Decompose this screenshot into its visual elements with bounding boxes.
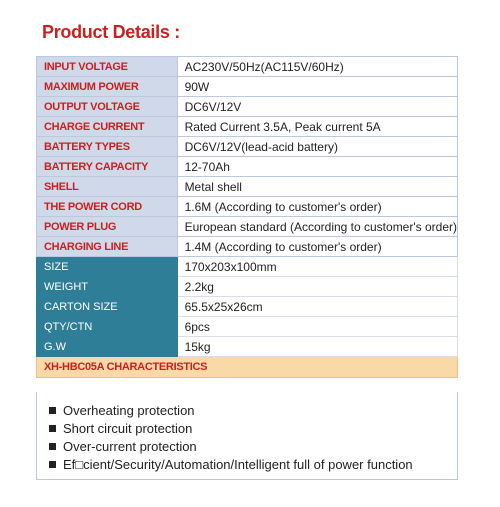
feature-list xyxy=(49,402,413,474)
square-bullet-icon xyxy=(49,407,56,414)
spec-label: THE POWER CORD xyxy=(37,197,178,217)
spec-value: 1.6M (According to customer's order) xyxy=(177,197,457,217)
spec-value: European standard (According to customer's order) xyxy=(177,217,457,237)
feature-text: Overheating protection xyxy=(63,403,195,418)
characteristics-title: XH-HBC05A CHARACTERISTICS xyxy=(37,357,458,378)
spec-row-battery-capacity xyxy=(37,157,458,177)
spec-row-charge-current xyxy=(37,117,458,137)
spec-value: 90W xyxy=(177,77,457,97)
spec-label: INPUT VOLTAGE xyxy=(37,57,178,77)
feature-text: Over-current protection xyxy=(63,439,197,454)
packing-row-qty-ctn xyxy=(37,317,458,337)
packing-label: QTY/CTN xyxy=(37,317,178,337)
list-item xyxy=(49,456,413,474)
spec-row-input-voltage xyxy=(37,57,458,77)
spec-label: CHARGING LINE xyxy=(37,237,178,257)
spec-value: 12-70Ah xyxy=(177,157,457,177)
spec-row-output-voltage xyxy=(37,97,458,117)
spec-value: Rated Current 3.5A, Peak current 5A xyxy=(177,117,457,137)
spec-value: AC230V/50Hz(AC115V/60Hz) xyxy=(177,57,457,77)
feature-text: Ef□cient/Security/Automation/Intelligent full of power function xyxy=(63,457,413,472)
spec-row-power-plug xyxy=(37,217,458,237)
spec-table xyxy=(36,56,458,378)
packing-label: SIZE xyxy=(37,257,178,277)
spec-row-power-cord xyxy=(37,197,458,217)
packing-row-carton-size xyxy=(37,297,458,317)
packing-row-weight xyxy=(37,277,458,297)
spec-label: CHARGE CURRENT xyxy=(37,117,178,137)
packing-value: 6pcs xyxy=(177,317,457,337)
square-bullet-icon xyxy=(49,461,56,468)
spec-row-battery-types xyxy=(37,137,458,157)
packing-value: 15kg xyxy=(177,337,457,357)
packing-row-size xyxy=(37,257,458,277)
packing-label: CARTON SIZE xyxy=(37,297,178,317)
spec-row-charging-line xyxy=(37,237,458,257)
spec-value: 1.4M (According to customer's order) xyxy=(177,237,457,257)
spec-value: Metal shell xyxy=(177,177,457,197)
spec-label: MAXIMUM POWER xyxy=(37,77,178,97)
packing-label: G.W xyxy=(37,337,178,357)
packing-value: 2.2kg xyxy=(177,277,457,297)
list-item xyxy=(49,420,413,438)
spec-row-shell xyxy=(37,177,458,197)
page-title: Product Details : xyxy=(42,22,180,42)
packing-value: 170x203x100mm xyxy=(177,257,457,277)
spec-value: DC6V/12V(lead-acid battery) xyxy=(177,137,457,157)
spec-label: OUTPUT VOLTAGE xyxy=(37,97,178,117)
spec-label: BATTERY CAPACITY xyxy=(37,157,178,177)
spec-label: SHELL xyxy=(37,177,178,197)
spec-label: BATTERY TYPES xyxy=(37,137,178,157)
packing-value: 65.5x25x26cm xyxy=(177,297,457,317)
feature-text: Short circuit protection xyxy=(63,421,193,436)
packing-row-gw xyxy=(37,337,458,357)
characteristics-header-row xyxy=(37,357,458,378)
square-bullet-icon xyxy=(49,443,56,450)
spec-label: POWER PLUG xyxy=(37,217,178,237)
packing-label: WEIGHT xyxy=(37,277,178,297)
spec-row-maximum-power xyxy=(37,77,458,97)
square-bullet-icon xyxy=(49,425,56,432)
list-item xyxy=(49,402,413,420)
spec-value: DC6V/12V xyxy=(177,97,457,117)
list-item xyxy=(49,438,413,456)
